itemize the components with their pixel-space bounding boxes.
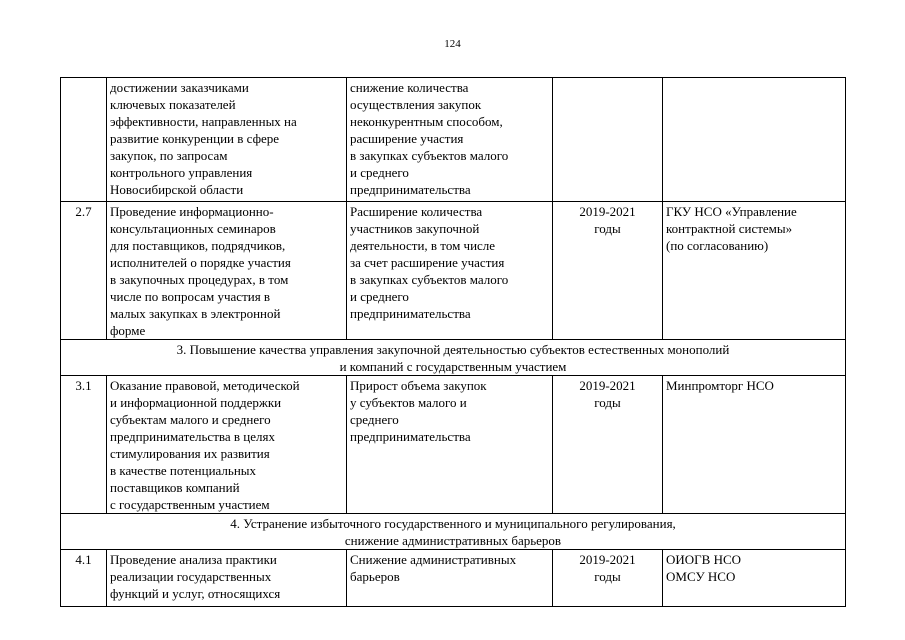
page-number: 124 bbox=[444, 38, 461, 50]
activity-cell-line: малых закупках в электронной bbox=[110, 306, 281, 321]
table-row bbox=[61, 78, 846, 202]
activity-cell-line: контрольного управления bbox=[110, 165, 253, 180]
section-row bbox=[61, 514, 846, 550]
result-cell-line: Расширение количества bbox=[350, 204, 483, 219]
responsible-cell-line: Минпромторг НСО bbox=[666, 378, 774, 393]
result-cell bbox=[347, 550, 553, 607]
activity-cell-line: в качестве потенциальных bbox=[110, 463, 257, 478]
period-cell-line: 2019-2021 bbox=[579, 552, 636, 567]
activity-cell-line: Оказание правовой, методической bbox=[110, 378, 300, 393]
activity-cell bbox=[107, 376, 347, 514]
responsible-cell-line: ОМСУ НСО bbox=[666, 569, 736, 584]
period-cell-line: 2019-2021 bbox=[579, 204, 636, 219]
result-cell-line: в закупках субъектов малого bbox=[350, 148, 509, 163]
period-cell-line: годы bbox=[594, 221, 621, 236]
result-cell-line: участников закупочной bbox=[350, 221, 480, 236]
section-heading bbox=[61, 514, 846, 550]
activity-cell-line: исполнителей о порядке участия bbox=[110, 255, 291, 270]
activity-cell-line: реализации государственных bbox=[110, 569, 272, 584]
item-number: 3.1 bbox=[61, 376, 107, 514]
result-cell-line: за счет расширение участия bbox=[350, 255, 505, 270]
period-cell bbox=[553, 376, 663, 514]
section-heading-line: 3. Повышение качества управления закупочной деятельностью субъектов естественных монополий bbox=[176, 342, 730, 357]
result-cell-line: у субъектов малого и bbox=[350, 395, 467, 410]
table-row bbox=[61, 202, 846, 340]
section-heading-line: снижение административных барьеров bbox=[344, 533, 562, 548]
result-cell-line: предпринимательства bbox=[350, 306, 471, 321]
section-row bbox=[61, 340, 846, 376]
period-cell bbox=[553, 78, 663, 202]
result-cell-line: Снижение административных bbox=[350, 552, 517, 567]
responsible-cell bbox=[663, 202, 846, 340]
activity-cell bbox=[107, 202, 347, 340]
activity-cell-line: и информационной поддержки bbox=[110, 395, 282, 410]
result-cell-line: осуществления закупок bbox=[350, 97, 482, 112]
activity-cell-line: закупок, по запросам bbox=[110, 148, 228, 163]
result-cell-line: и среднего bbox=[350, 289, 409, 304]
responsible-cell bbox=[663, 550, 846, 607]
responsible-cell bbox=[663, 78, 846, 202]
result-cell-line: Прирост объема закупок bbox=[350, 378, 487, 393]
result-cell-line: неконкурентным способом, bbox=[350, 114, 503, 129]
period-cell bbox=[553, 550, 663, 607]
result-cell bbox=[347, 376, 553, 514]
activity-cell-line: субъектам малого и среднего bbox=[110, 412, 271, 427]
activity-cell-line: предпринимательства в целях bbox=[110, 429, 275, 444]
result-cell-line: предпринимательства bbox=[350, 429, 471, 444]
table-row bbox=[61, 550, 846, 607]
result-cell-line: барьеров bbox=[350, 569, 400, 584]
item-number bbox=[61, 78, 107, 202]
section-heading-line: и компаний с государственным участием bbox=[339, 359, 567, 374]
activity-cell-line: в закупочных процедурах, в том bbox=[110, 272, 289, 287]
activity-cell-line: с государственным участием bbox=[110, 497, 270, 512]
period-cell-line: 2019-2021 bbox=[579, 378, 636, 393]
responsible-cell-line: (по согласованию) bbox=[666, 238, 769, 253]
activity-cell-line: ключевых показателей bbox=[110, 97, 236, 112]
result-cell-line: и среднего bbox=[350, 165, 409, 180]
period-cell-line: годы bbox=[594, 395, 621, 410]
activity-cell bbox=[107, 550, 347, 607]
activity-cell-line: функций и услуг, относящихся bbox=[110, 586, 281, 601]
section-heading bbox=[61, 340, 846, 376]
activity-cell-line: консультационных семинаров bbox=[110, 221, 276, 236]
responsible-cell-line: контрактной системы» bbox=[666, 221, 793, 236]
result-cell-line: среднего bbox=[350, 412, 399, 427]
item-number: 4.1 bbox=[61, 550, 107, 607]
responsible-cell-line: ГКУ НСО «Управление bbox=[666, 204, 797, 219]
activity-cell-line: для поставщиков, подрядчиков, bbox=[110, 238, 286, 253]
activity-cell-line: Новосибирской области bbox=[110, 182, 244, 197]
result-cell bbox=[347, 202, 553, 340]
activity-cell-line: стимулирования их развития bbox=[110, 446, 270, 461]
activity-cell-line: числе по вопросам участия в bbox=[110, 289, 271, 304]
section-heading-line: 4. Устранение избыточного государственного и муниципального регулирования, bbox=[230, 516, 676, 531]
activity-cell-line: эффективности, направленных на bbox=[110, 114, 297, 129]
result-cell bbox=[347, 78, 553, 202]
result-cell-line: снижение количества bbox=[350, 80, 469, 95]
responsible-cell-line: ОИОГВ НСО bbox=[666, 552, 742, 567]
activity-cell-line: Проведение информационно- bbox=[110, 204, 274, 219]
responsible-cell bbox=[663, 376, 846, 514]
result-cell-line: деятельности, в том числе bbox=[350, 238, 496, 253]
period-cell bbox=[553, 202, 663, 340]
period-cell-line: годы bbox=[594, 569, 621, 584]
table-body bbox=[61, 78, 846, 607]
table-row bbox=[61, 376, 846, 514]
activity-cell-line: форме bbox=[110, 323, 146, 338]
result-cell-line: предпринимательства bbox=[350, 182, 471, 197]
activity-cell-line: поставщиков компаний bbox=[110, 480, 240, 495]
activity-cell-line: достижении заказчиками bbox=[110, 80, 249, 95]
action-plan-table bbox=[60, 77, 846, 607]
activity-cell bbox=[107, 78, 347, 202]
item-number: 2.7 bbox=[61, 202, 107, 340]
activity-cell-line: Проведение анализа практики bbox=[110, 552, 277, 567]
result-cell-line: расширение участия bbox=[350, 131, 464, 146]
result-cell-line: в закупках субъектов малого bbox=[350, 272, 509, 287]
activity-cell-line: развитие конкуренции в сфере bbox=[110, 131, 280, 146]
